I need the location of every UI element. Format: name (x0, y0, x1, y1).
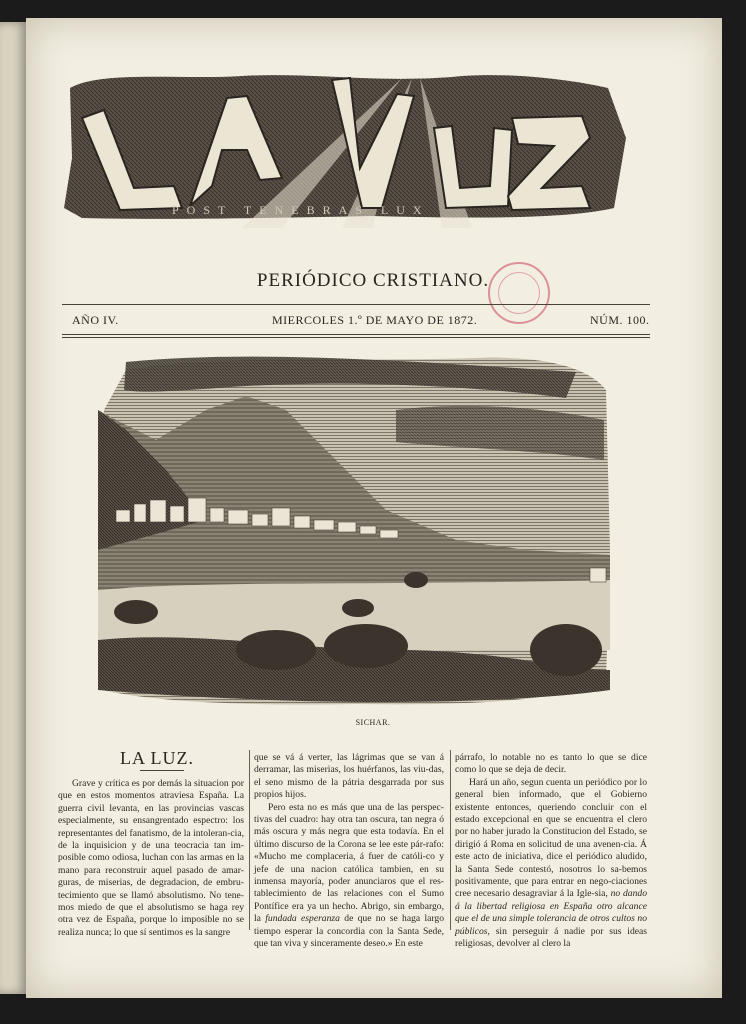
previous-page-edge (0, 22, 28, 994)
issue-number: NÚM. 100. (590, 313, 650, 327)
landscape-engraving (96, 350, 614, 714)
masthead-banner (42, 58, 626, 228)
column-divider (249, 750, 250, 930)
paragraph: Grave y crítica es por demás la situacion por que en estos momentos atraviesa España. La guerra civil levanta, en las provincias vascas especialmente, su ensangrentado espectro: los representantes del fanatismo, de la intoleran-cia, de la inquisicion y de una teocracia tan im-posible como odiosa, luchan con las armas en la mano para reconstruir aquel pasado de amar-guras, de miserias, de degradacion, de embru-tecimiento que se llamó absolutismo. No tene-mos miedo de que el absolutismo se haga rey otra vez de España, porque lo imposible no se realiza nunca; lo que sí sentimos es la sangre (58, 778, 244, 938)
article-title: LA LUZ. (120, 748, 194, 768)
article-column-2 (254, 752, 444, 951)
paragraph: que se vá á verter, las lágrimas que se van á derramar, las miserias, los huérfanos, las viu-das, el seno mismo de la pátria desgarrada por sus propios hijos. (254, 752, 444, 801)
paragraph: párrafo, lo notable no es tanto lo que se dice como lo que se deja de decir. (455, 752, 647, 776)
header-rule-bottom (62, 334, 650, 335)
issue-date: MIERCOLES 1.º DE MAYO DE 1872. (272, 313, 478, 327)
illustration-caption: SICHAR. (355, 718, 391, 727)
italic-phrase: fundada esperanza (265, 913, 340, 925)
paragraph: Hará un año, segun cuenta un periódico por lo general bien informado, que el Gobierno existente entonces, queriendo concluir con el estado excepcional en que se encuentra el clero por no haber jurado la Constitucion del Estado, se dirigió á Roma en solicitud de una avenen-cia. Á este acto de iniciativa, dice el periódico aludido, la Santa Sede contestó, nosotros lo sa-bemos positivamente, que para entrar en nego-ciaciones cree necesario desagraviar á la Igle-sia, no dando á la libertad religiosa en España otro alcance que el de una simple tolerancia de otros cultos no públicos, sin perseguir á nadie por sus ideas religiosas, devolver al clero la (455, 776, 647, 950)
column-divider (450, 750, 451, 930)
paragraph: Pero esta no es más que una de las perspec-tivas del cuadro: hay otra tan oscura, tan negra ó más oscura y más negra que esta todavía. En el último discurso de la Corona se lee este pár-rafo: «Mucho me complaceria, á fuer de católi-co y jefe de una nacion católica tambien, en su inmensa mayoría, poder anunciaros que el res-tablecimiento de las relaciones con el Sumo Pontífice era ya un hecho. Abrigo, sin embargo, la fundada esperanza de que no se haga largo tiempo esperar la concordia con la Santa Sede, que tan viva y sinceramente deseo.» En este (254, 801, 444, 950)
article-column-1 (58, 778, 244, 939)
library-stamp (488, 262, 550, 324)
title-underline (140, 770, 184, 771)
italic-phrase: no dando á la libertad religiosa en España otro alcance que el de una simple tolerancia de otros cultos no públicos, (455, 888, 647, 937)
masthead-motto: POST TENEBRAS LUX (172, 203, 430, 217)
issue-year: AÑO IV. (72, 313, 119, 327)
header-rule-top (62, 304, 650, 305)
article-column-3 (455, 752, 647, 951)
header-rule-bottom-double (62, 337, 650, 338)
newspaper-subtitle: PERIÓDICO CRISTIANO. (256, 270, 490, 291)
